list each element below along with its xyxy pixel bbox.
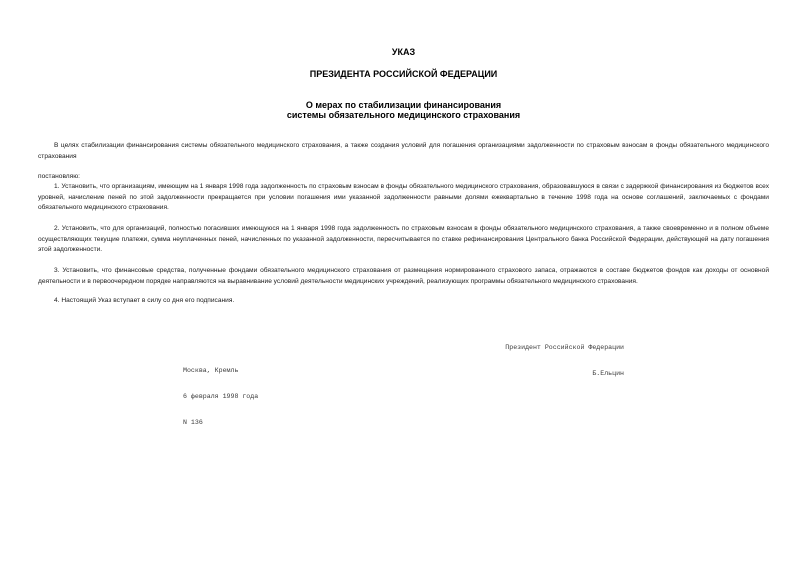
signing-date: 6 февраля 1998 года	[183, 392, 259, 400]
document-issuer: ПРЕЗИДЕНТА РОССИЙСКОЙ ФЕДЕРАЦИИ	[309, 69, 498, 79]
signature-block	[505, 326, 624, 396]
decree-word: постановляю:	[38, 173, 81, 180]
signing-details	[183, 349, 258, 446]
clause-2: 2. Установить, что для организаций, полностью погасивших имеющуюся на 1 января 1998 года задолженность по страховым взносам в фонды обязательного медицинского страхования, а также своевременно и в полном объеме осуществляющих текущие платежи, сумма неуплаченных пеней, начисленных по указанной задолженности, пересчитывается по ставке рефинансирования Центрального банка Российской Федерации, действующей на дату погашения этой задолженности.	[38, 225, 769, 254]
document-subject-line-2: системы обязательного медицинского страхования	[286, 110, 521, 120]
signatory-name: Б.Ельцин	[592, 369, 624, 377]
clause-3: 3. Установить, что финансовые средства, полученные фондами обязательного медицинского страхования от размещения нормированного страхового запаса, отражаются в составе бюджетов фондов как доходы от основной деятельности и в первоочередном порядке направляются на выравнивание условий деятельности медицинских учреждений, реализующих программы обязательного медицинского страхования.	[38, 267, 769, 285]
clause-1: 1. Установить, что организациям, имеющим на 1 января 1998 года задолженность по страховым взносам в фонды обязательного медицинского страхования, образовавшуюся в связи с задержкой финансирования из бюджетов всех уровней, начисление пеней по этой задолженности прекращается при условии погашения ими указанной задолженности равными долями ежеквартально в течение 1998 года на основе соглашений, заключаемых с фондами обязательного медицинского страхования.	[38, 183, 769, 212]
document-subject-line-1: О мерах по стабилизации финансирования	[305, 100, 502, 110]
decree-number: N 136	[183, 419, 203, 427]
clause-4: 4. Настоящий Указ вступает в силу со дня его подписания.	[54, 297, 235, 304]
signatory-position: Президент Российской Федерации	[505, 343, 624, 351]
intro-paragraph: В целях стабилизации финансирования системы обязательного медицинского страхования, а также создания условий для погашения организациями задолженности по страховым взносам в фонды обязательного медицинского страхования	[38, 142, 769, 160]
signing-place: Москва, Кремль	[183, 366, 239, 374]
document-title: УКАЗ	[391, 47, 416, 57]
